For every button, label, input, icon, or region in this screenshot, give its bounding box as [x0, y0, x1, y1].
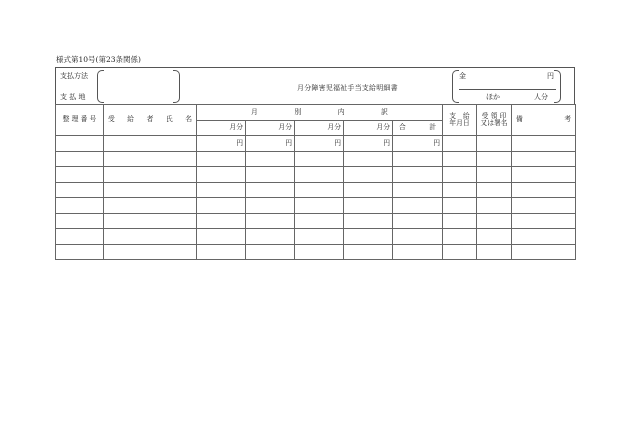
cell[interactable] — [104, 182, 197, 198]
cell[interactable] — [443, 229, 477, 245]
cell[interactable] — [246, 167, 295, 183]
month-col-4: 月分 — [344, 120, 393, 136]
cell[interactable] — [56, 244, 104, 260]
cell[interactable] — [443, 167, 477, 183]
cell[interactable] — [512, 198, 576, 214]
cell[interactable] — [56, 151, 104, 167]
cell[interactable] — [393, 167, 443, 183]
cell-pay-date[interactable] — [443, 136, 477, 152]
cell[interactable] — [295, 151, 344, 167]
cell[interactable] — [246, 244, 295, 260]
cell[interactable] — [443, 244, 477, 260]
cell[interactable] — [197, 213, 246, 229]
header-receipt-seal: 受 領 印 又は署名 — [477, 105, 512, 136]
cell[interactable] — [295, 229, 344, 245]
cell[interactable] — [512, 182, 576, 198]
cell[interactable] — [477, 182, 512, 198]
cell[interactable] — [512, 229, 576, 245]
payment-method-label: 支払方法 — [60, 72, 88, 80]
table-row — [56, 136, 576, 152]
header-payment-date: 支 給 年月日 — [443, 105, 477, 136]
cell[interactable] — [104, 244, 197, 260]
cell[interactable] — [197, 198, 246, 214]
cell[interactable] — [393, 182, 443, 198]
table-row — [56, 182, 576, 198]
cell[interactable] — [56, 182, 104, 198]
month-col-3: 月分 — [295, 120, 344, 136]
cell[interactable] — [295, 244, 344, 260]
cell-yen[interactable]: 円 — [197, 136, 246, 152]
cell[interactable] — [104, 151, 197, 167]
amount-prefix: 金 — [459, 72, 466, 80]
cell[interactable] — [104, 167, 197, 183]
cell[interactable] — [295, 167, 344, 183]
cell-yen-total[interactable]: 円 — [393, 136, 443, 152]
cell[interactable] — [512, 213, 576, 229]
cell[interactable] — [477, 167, 512, 183]
cell[interactable] — [393, 244, 443, 260]
document-title: 月分障害児福祉手当支給明細書 — [297, 84, 398, 92]
cell[interactable] — [344, 167, 393, 183]
table-row — [56, 244, 576, 260]
amount-underline — [459, 89, 556, 90]
cell-yen[interactable]: 円 — [344, 136, 393, 152]
cell[interactable] — [197, 182, 246, 198]
left-bracket-open — [97, 70, 104, 103]
cell[interactable] — [344, 229, 393, 245]
header-number: 整 理 番 号 — [56, 105, 104, 136]
month-col-1: 月分 — [197, 120, 246, 136]
form-header — [55, 67, 575, 104]
cell-yen[interactable]: 円 — [295, 136, 344, 152]
others-label: ほか — [486, 93, 500, 101]
cell[interactable] — [477, 151, 512, 167]
table-row — [56, 167, 576, 183]
cell[interactable] — [344, 244, 393, 260]
right-bracket-open — [452, 70, 459, 103]
table-row — [56, 229, 576, 245]
table-row — [56, 151, 576, 167]
persons-unit: 人分 — [534, 93, 548, 101]
cell[interactable] — [295, 198, 344, 214]
cell[interactable] — [56, 167, 104, 183]
cell[interactable] — [56, 198, 104, 214]
cell-remarks[interactable] — [512, 136, 576, 152]
cell[interactable] — [393, 198, 443, 214]
cell[interactable] — [344, 151, 393, 167]
cell[interactable] — [56, 213, 104, 229]
cell[interactable] — [512, 167, 576, 183]
cell[interactable] — [393, 151, 443, 167]
cell[interactable] — [477, 244, 512, 260]
cell[interactable] — [443, 198, 477, 214]
cell-yen[interactable]: 円 — [246, 136, 295, 152]
cell[interactable] — [344, 182, 393, 198]
cell[interactable] — [295, 213, 344, 229]
cell[interactable] — [197, 229, 246, 245]
table-row — [56, 213, 576, 229]
cell[interactable] — [477, 198, 512, 214]
cell[interactable] — [443, 151, 477, 167]
left-bracket-close — [173, 70, 180, 103]
cell-name[interactable] — [104, 136, 197, 152]
cell[interactable] — [197, 151, 246, 167]
cell[interactable] — [104, 213, 197, 229]
cell[interactable] — [344, 213, 393, 229]
cell[interactable] — [197, 167, 246, 183]
cell[interactable] — [443, 182, 477, 198]
cell[interactable] — [246, 198, 295, 214]
table-row — [56, 198, 576, 214]
cell[interactable] — [197, 244, 246, 260]
header-monthly-breakdown: 月 別 内 訳 — [197, 105, 443, 121]
cell[interactable] — [295, 182, 344, 198]
cell[interactable] — [246, 151, 295, 167]
month-col-2: 月分 — [246, 120, 295, 136]
cell[interactable] — [393, 229, 443, 245]
cell[interactable] — [477, 229, 512, 245]
cell[interactable] — [477, 213, 512, 229]
breakdown-table — [55, 104, 576, 260]
total-col: 合 計 — [393, 120, 443, 136]
cell[interactable] — [443, 213, 477, 229]
payment-place-label: 支 払 地 — [60, 93, 86, 101]
cell[interactable] — [512, 151, 576, 167]
cell[interactable] — [246, 182, 295, 198]
amount-unit: 円 — [547, 72, 554, 80]
cell-number[interactable] — [56, 136, 104, 152]
cell[interactable] — [344, 198, 393, 214]
form-caption: 様式第10号(第23条関係) — [56, 55, 141, 64]
header-recipient-name: 受 給 者 氏 名 — [104, 105, 197, 136]
cell[interactable] — [246, 213, 295, 229]
cell[interactable] — [246, 229, 295, 245]
cell-receipt[interactable] — [477, 136, 512, 152]
cell[interactable] — [104, 229, 197, 245]
cell[interactable] — [512, 244, 576, 260]
header-remarks: 備 考 — [512, 105, 576, 136]
right-bracket-close — [554, 70, 561, 103]
cell[interactable] — [104, 198, 197, 214]
cell[interactable] — [56, 229, 104, 245]
cell[interactable] — [393, 213, 443, 229]
